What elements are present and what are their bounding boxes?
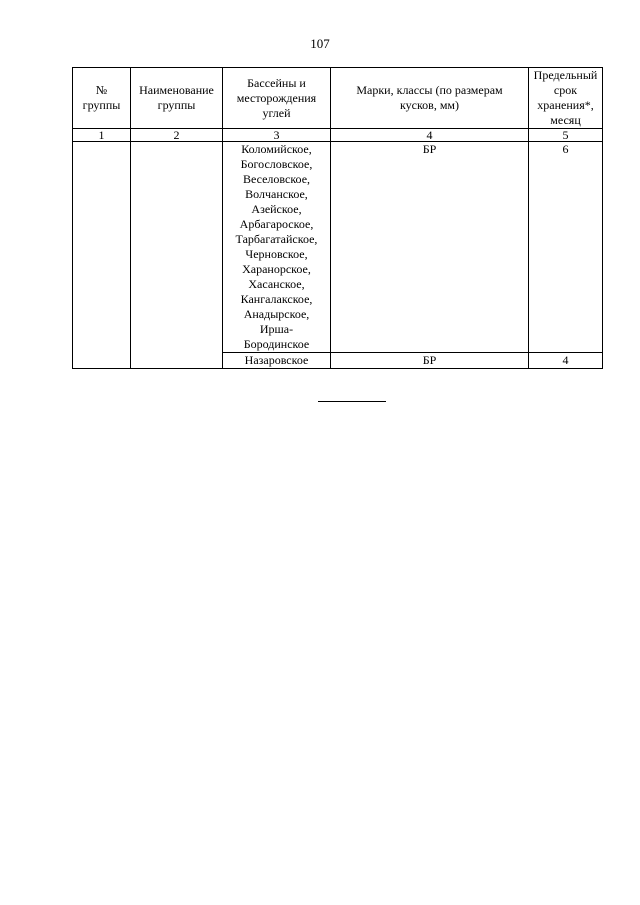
deposit-name: Арбагароское, (239, 217, 314, 231)
deposit-name: Богословское, (240, 157, 313, 171)
deposit-name: Назаровское (244, 353, 309, 367)
table-row (73, 142, 603, 353)
deposits-cell (223, 353, 331, 369)
grade-cell: БР (331, 142, 529, 353)
deposit-name: Волчанское, (245, 187, 308, 201)
column-number: 4 (331, 129, 529, 142)
deposit-name: Азейское, (251, 202, 302, 216)
column-number: 3 (223, 129, 331, 142)
coal-storage-table (72, 67, 603, 369)
end-divider (318, 401, 386, 402)
column-number: 2 (131, 129, 223, 142)
column-number: 1 (73, 129, 131, 142)
table-header-row (73, 68, 603, 129)
group-name-cell (131, 142, 223, 369)
deposit-name: Черновское, (245, 247, 308, 261)
deposit-name: Бородинское (243, 337, 310, 351)
header-basins-deposits: Бассейны и месторождения углей (223, 68, 331, 129)
deposit-name: Коломийское, (241, 142, 312, 156)
deposit-name: Тарбагатайское, (235, 232, 318, 246)
deposits-cell (223, 142, 331, 353)
storage-period-cell: 6 (529, 142, 603, 353)
column-number-row (73, 129, 603, 142)
storage-period-cell: 4 (529, 353, 603, 369)
column-number: 5 (529, 129, 603, 142)
deposit-name: Кангалакское, (240, 292, 313, 306)
deposit-name: Хасанское, (248, 277, 305, 291)
grade-cell: БР (331, 353, 529, 369)
deposit-name: Анадырское, (243, 307, 310, 321)
group-number-cell (73, 142, 131, 369)
header-storage-period: Предельный срок хранения*, месяц (529, 68, 603, 129)
header-group-number: № группы (73, 68, 131, 129)
deposit-name: Ирша- (259, 322, 294, 336)
deposit-name: Харанорское, (242, 262, 311, 276)
page-number: 107 (310, 36, 330, 51)
header-group-name: Наименование группы (131, 68, 223, 129)
header-grades-classes: Марки, классы (по размерам кусков, мм) (331, 68, 529, 129)
deposit-name: Веселовское, (242, 172, 311, 186)
